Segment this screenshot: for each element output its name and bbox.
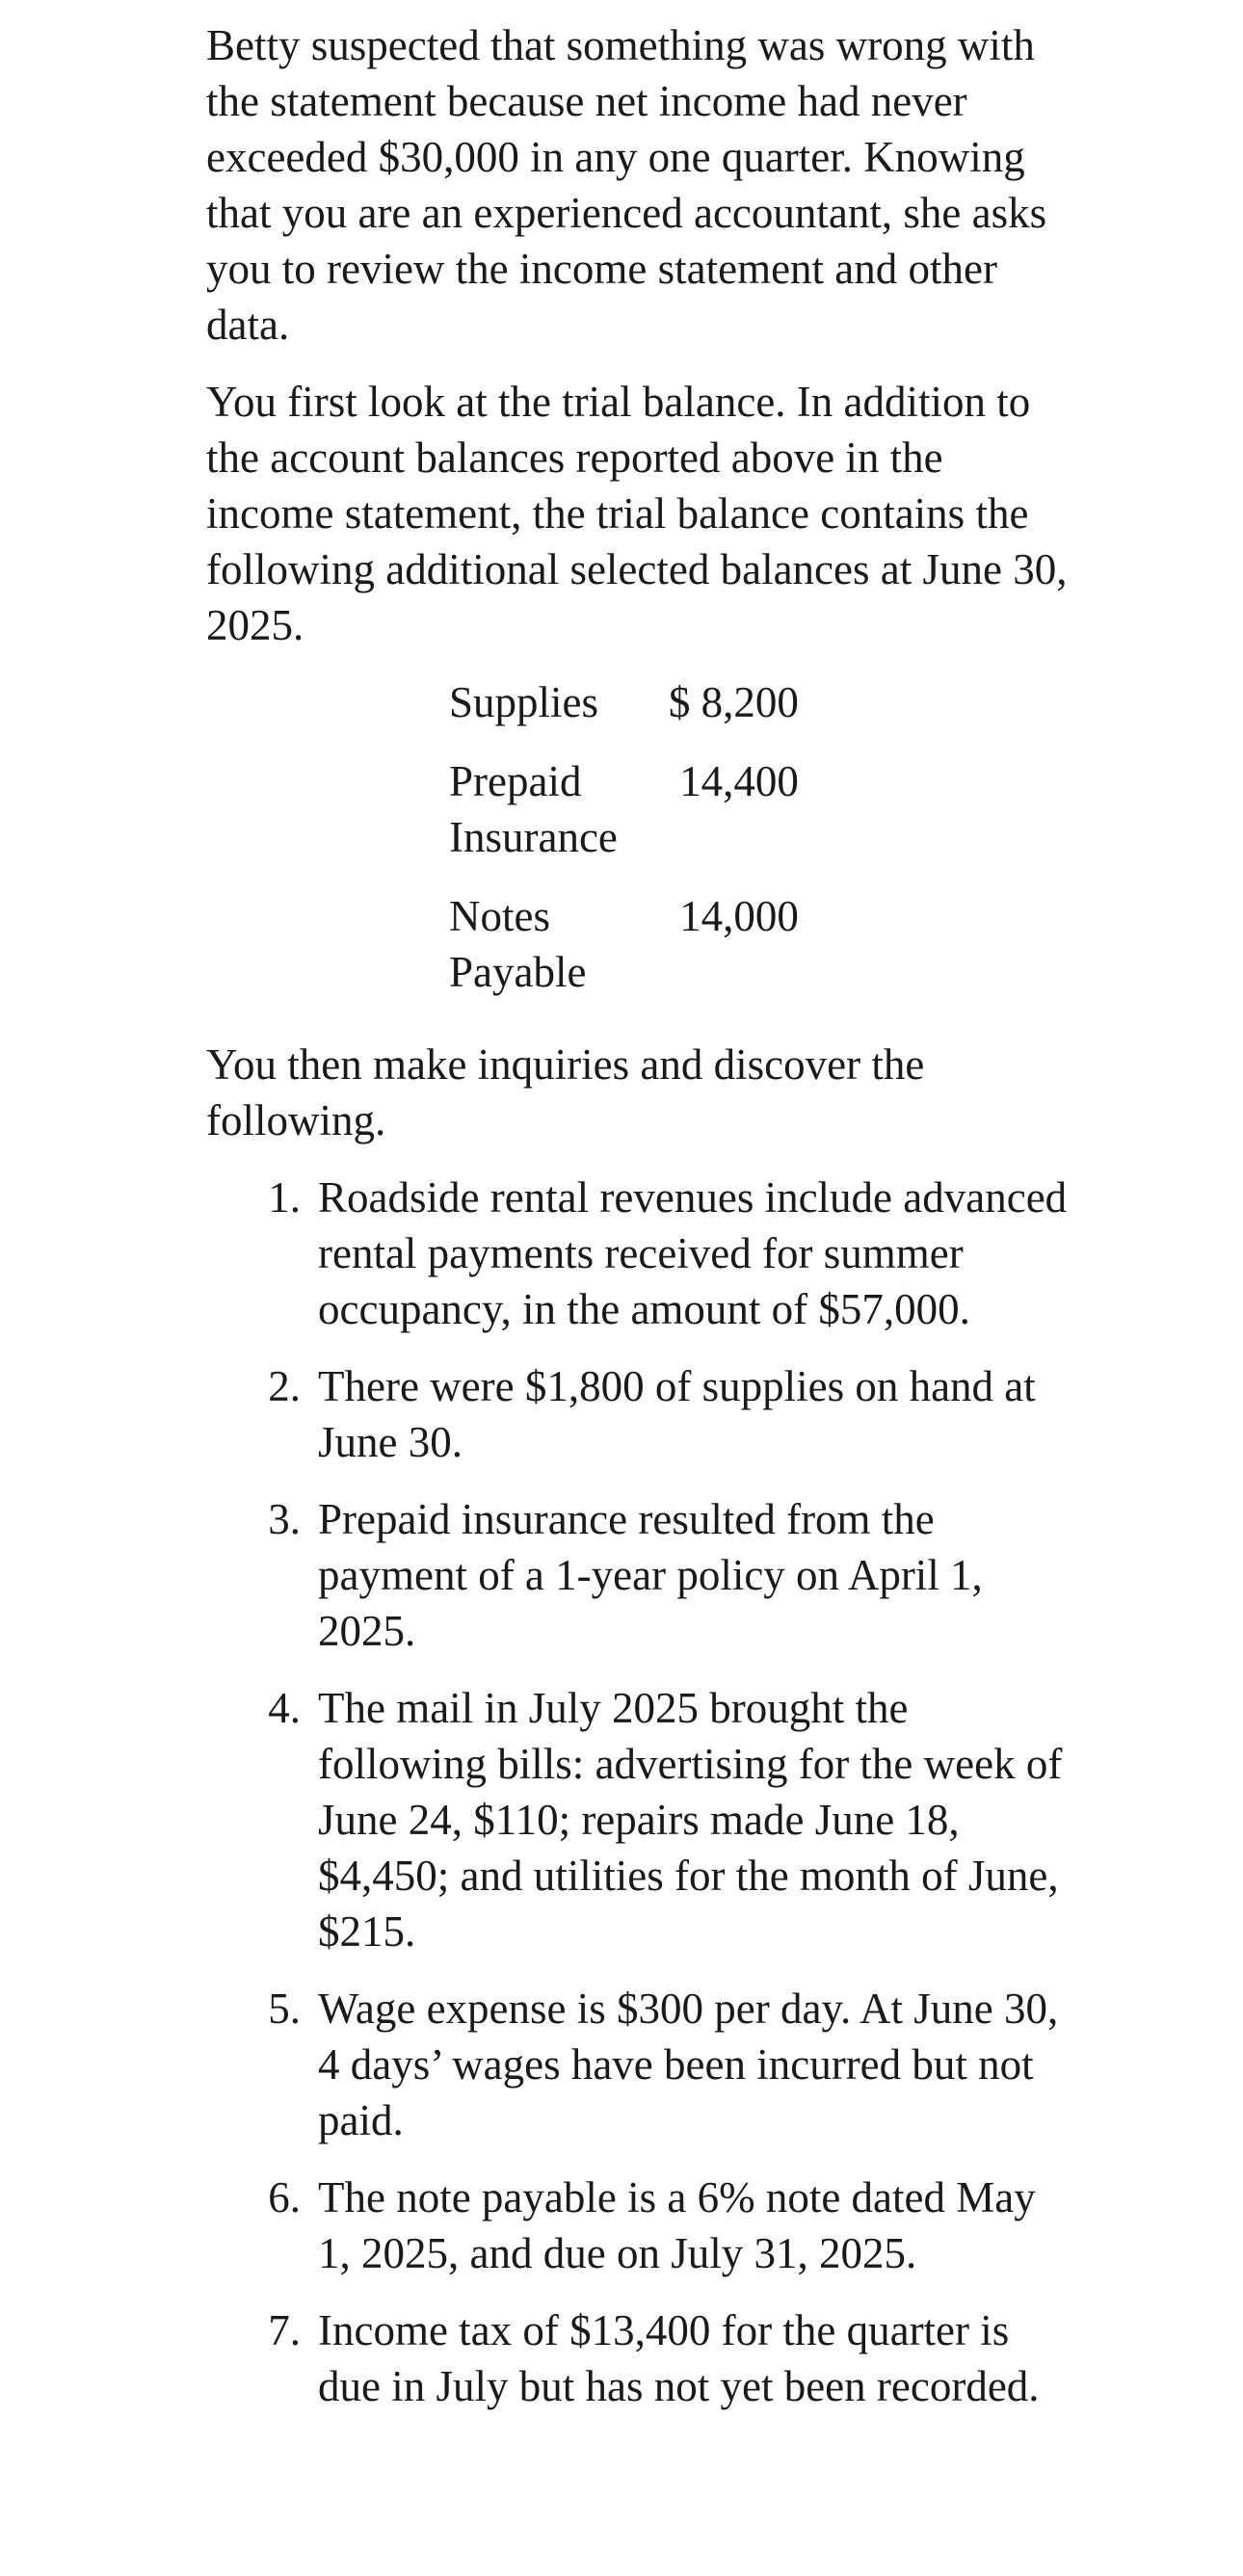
account-name: Supplies xyxy=(449,678,599,726)
list-item xyxy=(206,1981,1073,2148)
item-text: The note payable is a 6% note dated May 1, 2025, and due on July 31, 2025. xyxy=(318,2173,1036,2277)
table-row xyxy=(449,753,799,888)
intro-paragraph: Betty suspected that something was wrong with the statement because net income had never exceeded $30,000 in any one quarter. Knowing that you are an experienced accountant, she asks you to review the income statement and other data. xyxy=(206,21,1047,349)
item-number: 6. xyxy=(268,2173,301,2221)
item-text: Income tax of $13,400 for the quarter is due in July but has not yet been recorded. xyxy=(318,2306,1040,2410)
item-number: 3. xyxy=(268,1495,301,1543)
list-item xyxy=(206,1358,1073,1470)
account-name: Notes Payable xyxy=(449,892,587,996)
table-row xyxy=(449,674,799,753)
inquiries-paragraph: You then make inquiries and discover the following. xyxy=(206,1040,925,1144)
trial-balance-paragraph: You first look at the trial balance. In addition to the account balances reported above in the income statement, the trial balance contains the following additional selected balances at June 30, 2025. xyxy=(206,378,1068,649)
item-text: Prepaid insurance resulted from the payment of a 1-year policy on April 1, 2025. xyxy=(318,1495,983,1655)
list-item xyxy=(206,1680,1073,1959)
item-text: Roadside rental revenues include advanced rental payments received for summer occupancy, in the amount of $57,000. xyxy=(318,1173,1068,1333)
item-number: 5. xyxy=(268,1985,301,2033)
item-text: The mail in July 2025 brought the following bills: advertising for the week of June 24, $110; repairs made June 18, $4,450; and utilities for the month of June, $215. xyxy=(318,1684,1063,1956)
findings-list xyxy=(206,1170,1073,2414)
list-item xyxy=(206,1491,1073,1659)
balances-table xyxy=(449,674,799,1023)
item-number: 7. xyxy=(268,2306,301,2354)
item-number: 2. xyxy=(268,1362,301,1410)
list-item xyxy=(206,1170,1073,1337)
account-amount: 14,400 xyxy=(679,757,799,805)
item-text: Wage expense is $300 per day. At June 30, 4 days’ wages have been incurred but not paid. xyxy=(318,1985,1059,2144)
document-body xyxy=(206,17,1073,2435)
account-amount: 14,000 xyxy=(679,892,799,940)
account-amount: $ 8,200 xyxy=(668,678,799,726)
account-name: Prepaid Insurance xyxy=(449,757,618,861)
item-text: There were $1,800 of supplies on hand at June 30. xyxy=(318,1362,1036,1466)
item-number: 1. xyxy=(268,1173,301,1222)
list-item xyxy=(206,2302,1073,2414)
item-number: 4. xyxy=(268,1684,301,1732)
list-item xyxy=(206,2169,1073,2281)
table-row xyxy=(449,888,799,1023)
